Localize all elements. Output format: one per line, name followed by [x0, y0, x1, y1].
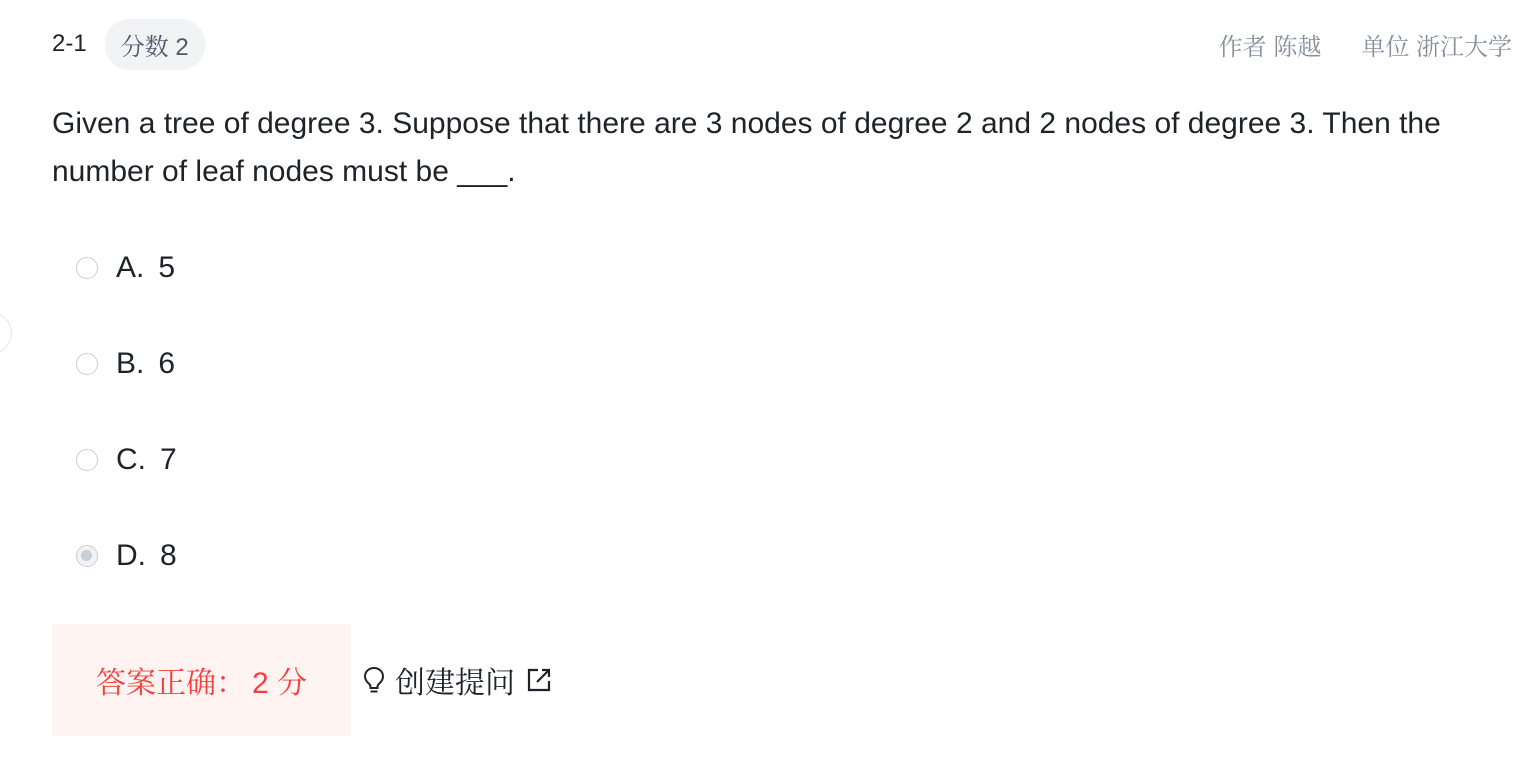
- option-letter: C.: [116, 443, 146, 476]
- result-score: 2 分: [251, 667, 308, 700]
- create-question-button[interactable]: [361, 658, 553, 702]
- option-letter: A.: [116, 251, 145, 284]
- radio-icon[interactable]: [76, 257, 98, 279]
- option-text: 7: [160, 443, 177, 476]
- external-link-icon: [525, 666, 553, 694]
- result-label: 答案正确：: [95, 667, 246, 700]
- side-toggle-button[interactable]: [0, 312, 12, 354]
- question-stem: Given a tree of degree 3. Suppose that there are 3 nodes of degree 2 and 2 nodes of degree 3. Then the number of leaf nodes must be ___.: [52, 107, 1441, 188]
- answer-result-box: [52, 624, 351, 736]
- options-list: [76, 244, 177, 628]
- lightbulb-icon: [361, 665, 387, 695]
- option-text: 5: [158, 251, 176, 284]
- option-d[interactable]: [76, 532, 177, 580]
- option-text: 6: [158, 347, 176, 380]
- create-question-label: 创建提问: [395, 667, 515, 700]
- option-letter: B.: [116, 347, 145, 380]
- question-number: 2-1: [52, 30, 87, 57]
- author-label: 作者 陈越: [1218, 33, 1322, 61]
- option-a[interactable]: [76, 244, 177, 292]
- radio-icon[interactable]: [76, 449, 98, 471]
- unit-label: 单位 浙江大学: [1361, 33, 1512, 61]
- option-c[interactable]: [76, 436, 177, 484]
- result-row: [52, 624, 553, 736]
- question-meta: [1219, 27, 1512, 62]
- question-header: [52, 20, 1512, 68]
- score-badge: 分数 2: [105, 19, 205, 70]
- option-letter: D.: [116, 539, 146, 572]
- option-text: 8: [160, 539, 177, 572]
- option-b[interactable]: [76, 340, 177, 388]
- radio-checked-icon[interactable]: [76, 545, 98, 567]
- radio-icon[interactable]: [76, 353, 98, 375]
